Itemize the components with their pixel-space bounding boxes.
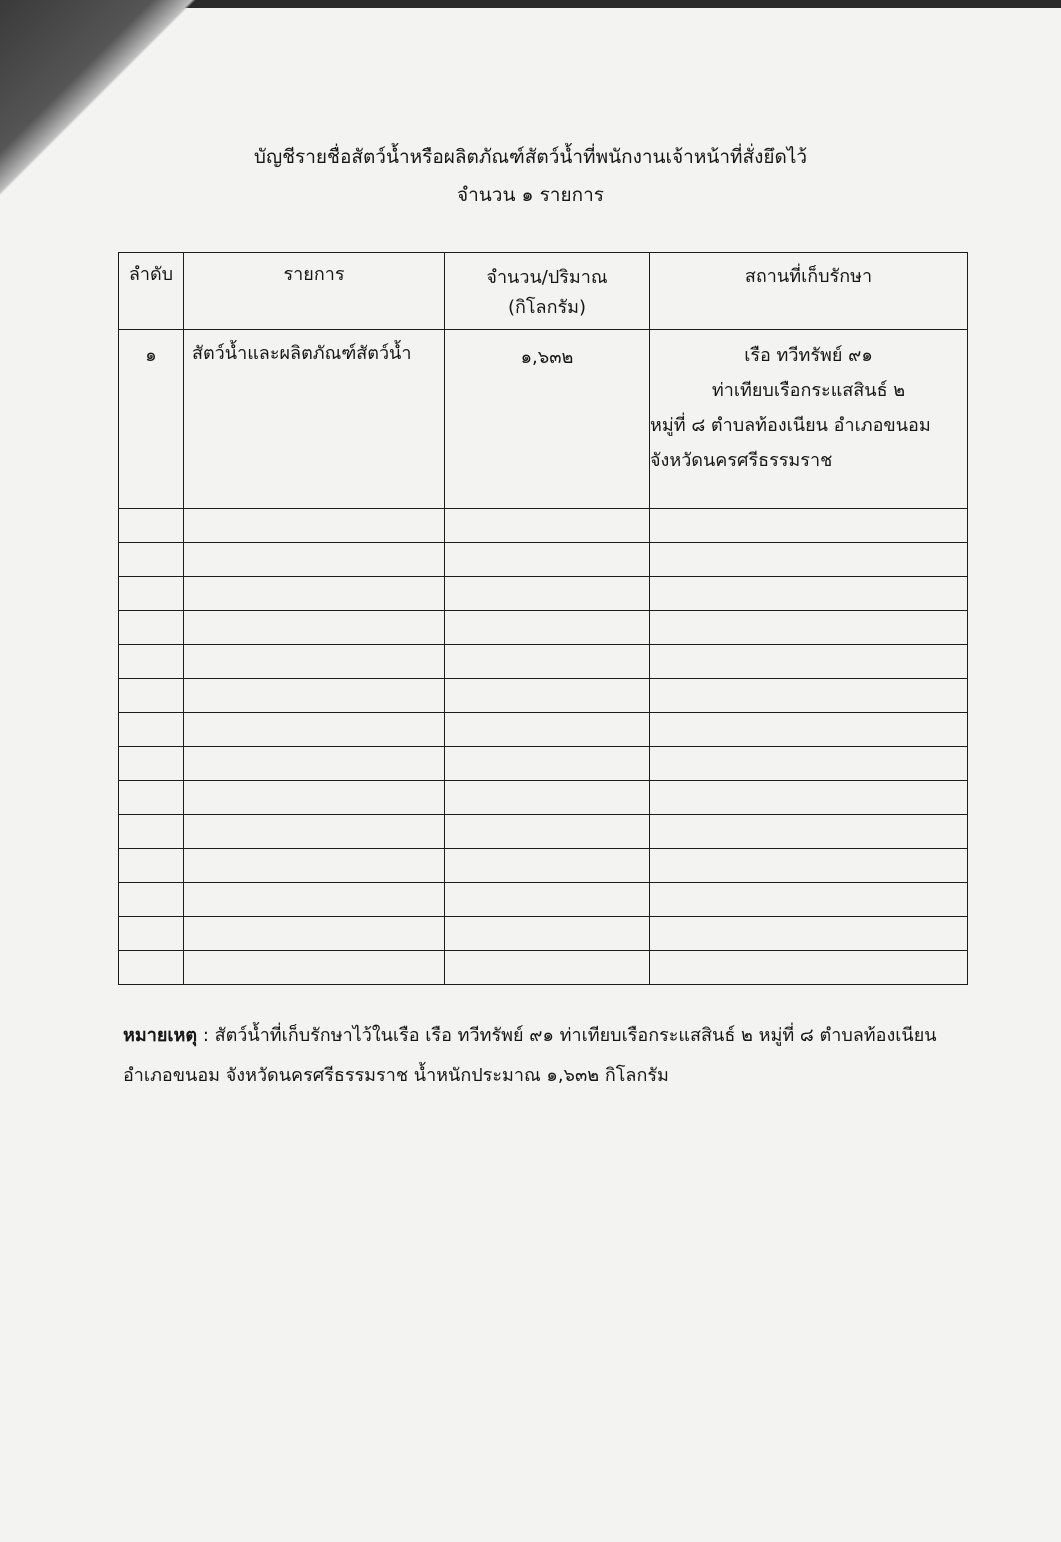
- header-quantity-line1: จำนวน/ปริมาณ: [486, 267, 608, 288]
- place-line-province: จังหวัดนครศรีธรรมราช: [650, 450, 833, 471]
- remark-text-line1: : สัตว์น้ำที่เก็บรักษาไว้ในเรือ เรือ ทวีทรัพย์ ๙๑ ท่าเทียบเรือกระแสสินธ์ ๒ หมู่ที่ ๘ ตำบลท้องเนียน: [197, 1025, 937, 1046]
- empty-row: [119, 917, 968, 951]
- empty-row: [119, 577, 968, 611]
- header-quantity-unit: (กิโลกรัม): [507, 297, 587, 318]
- header-storage-place: สถานที่เก็บรักษา: [650, 253, 968, 330]
- empty-row: [119, 645, 968, 679]
- remark-paragraph: [123, 1016, 973, 1096]
- empty-row: [119, 951, 968, 985]
- folded-page-corner: [0, 0, 200, 200]
- header-sequence: ลำดับ: [119, 253, 184, 330]
- seized-items-table: [118, 252, 968, 985]
- cell-quantity: ๑,๖๓๒: [445, 330, 650, 509]
- remark-line1: [123, 1016, 973, 1056]
- remark-label: หมายเหตุ: [123, 1025, 198, 1046]
- empty-row: [119, 781, 968, 815]
- empty-row: [119, 611, 968, 645]
- remark-text-line2: อำเภอขนอม จังหวัดนครศรีธรรมราช น้ำหนักประมาณ ๑,๖๓๒ กิโลกรัม: [123, 1065, 669, 1086]
- empty-row: [119, 815, 968, 849]
- table-header-row: [119, 253, 968, 330]
- empty-row: [119, 713, 968, 747]
- empty-row: [119, 679, 968, 713]
- table-row: [119, 330, 968, 509]
- header-item: รายการ: [184, 253, 445, 330]
- cell-sequence: ๑: [119, 330, 184, 509]
- cell-storage-place: [650, 330, 968, 509]
- empty-row: [119, 849, 968, 883]
- place-line-vessel: เรือ ทวีทรัพย์ ๙๑: [744, 345, 873, 366]
- header-quantity: [445, 253, 650, 330]
- place-line-village: หมู่ที่ ๘ ตำบลท้องเนียน อำเภอขนอม: [650, 415, 931, 436]
- document-title: บัญชีรายชื่อสัตว์น้ำหรือผลิตภัณฑ์สัตว์น้ำที่พนักงานเจ้าหน้าที่สั่งยึดไว้: [253, 146, 808, 168]
- empty-row: [119, 747, 968, 781]
- empty-row: [119, 509, 968, 543]
- cell-item: สัตว์น้ำและผลิตภัณฑ์สัตว์น้ำ: [184, 330, 445, 509]
- place-line-pier: ท่าเทียบเรือกระแสสินธ์ ๒: [711, 380, 906, 401]
- document-subtitle-count: จำนวน ๑ รายการ: [457, 184, 604, 206]
- empty-row: [119, 883, 968, 917]
- empty-row: [119, 543, 968, 577]
